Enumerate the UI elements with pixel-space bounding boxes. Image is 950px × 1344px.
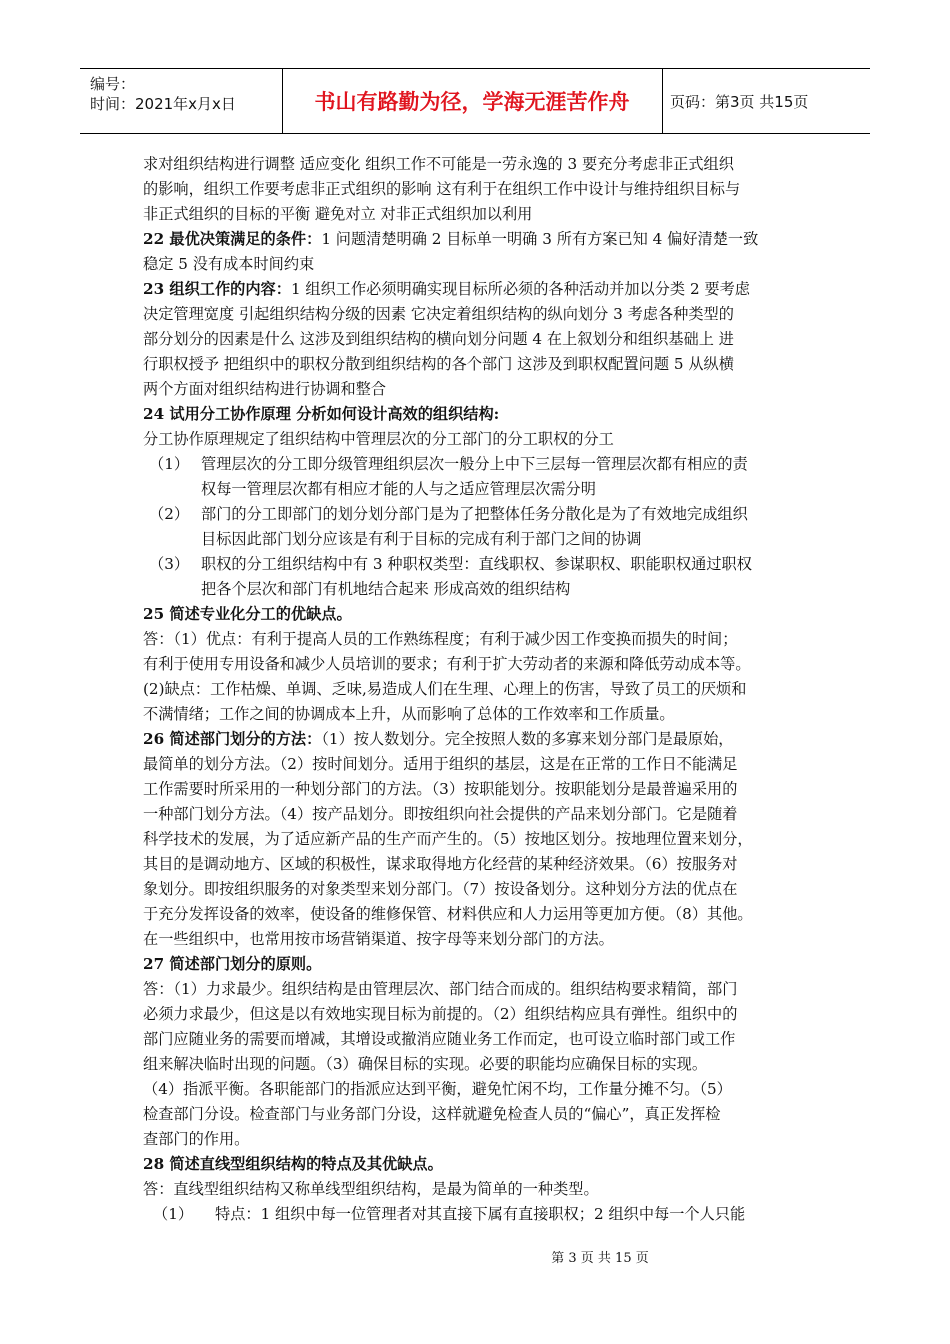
header-page-number: 页码：第3页 共15页 [670, 92, 809, 111]
text-line: 最简单的划分方法。（2）按时间划分。适用于组织的基层，这是在正常的工作日不能满足 [143, 755, 738, 773]
text-line: 不满情绪；工作之间的协调成本上升，从而影响了总体的工作效率和工作质量。 [143, 705, 675, 723]
list-item-text: 部门的分工即部门的划分划分部门是为了把整体任务分散化是为了有效地完成组织 [201, 505, 748, 523]
list-item-text: 特点：1 组织中每一位管理者对其直接下属有直接职权；2 组织中每一个人只能 [215, 1205, 746, 1223]
text-line: 在一些组织中，也常用按市场营销渠道、按字母等来划分部门的方法。 [143, 930, 614, 948]
text-line: 部门应随业务的需要而增减，其增设或撤消应随业务工作而定，也可设立临时部门或工作 [143, 1030, 736, 1048]
section-heading: 22 最优决策满足的条件： [143, 230, 322, 248]
list-item [143, 1202, 823, 1227]
section-text: 1 组织工作必须明确实现目标所必须的各种活动并加以分类 2 要考虑 [290, 280, 750, 298]
section-heading: 25 简述专业化分工的优缺点。 [143, 605, 352, 623]
text-line: 其目的是调动地方、区域的积极性，谋求取得地方化经营的某种经济效果。（6）按服务对 [143, 855, 738, 873]
section-23 [143, 277, 823, 302]
header-motto: 书山有路勤为径，学海无涯苦作舟 [282, 69, 663, 133]
list-item-number: （1） [149, 455, 190, 473]
list-item-continuation: 把各个层次和部门有机地结合起来 形成高效的组织结构 [201, 580, 571, 598]
list-item [143, 502, 823, 527]
text-line: 非正式组织的目标的平衡 避免对立 对非正式组织加以利用 [143, 205, 533, 223]
page-header [80, 68, 870, 134]
section-heading: 28 简述直线型组织结构的特点及其优缺点。 [143, 1155, 443, 1173]
list-item-continuation: 目标因此部门划分应该是有利于目标的完成有利于部门之间的协调 [201, 530, 642, 548]
text-line: 的影响，组织工作要考虑非正式组织的影响 这有利于在组织工作中设计与维持组织目标与 [143, 180, 741, 198]
list-item-number: （3） [149, 555, 190, 573]
list-item-text: 管理层次的分工即分级管理组织层次一般分上中下三层每一管理层次都有相应的责 [201, 455, 748, 473]
text-line: 行职权授予 把组织中的职权分散到组织结构的各个部门 这涉及到职权配置问题 5 从纵横 [143, 355, 734, 373]
page-footer: 第 3 页 共 15 页 [551, 1251, 649, 1266]
text-line: 科学技术的发展，为了适应新产品的生产而产生的。（5）按地区划分。按地理位置来划分， [143, 830, 753, 848]
section-text: 1 问题清楚明确 2 目标单一明确 3 所有方案已知 4 偏好清楚一致 [321, 230, 759, 248]
section-text: （1）按人数划分。完全按照人数的多寡来划分部门是最原始， [321, 730, 734, 748]
text-line: 两个方面对组织结构进行协调和整合 [143, 380, 386, 398]
text-line: （4）指派平衡。各职能部门的指派应达到平衡，避免忙闲不均，工作量分摊不匀。（5） [143, 1080, 732, 1098]
text-line: 求对组织结构进行调整 适应变化 组织工作不可能是一劳永逸的 3 要充分考虑非正式组织 [143, 155, 734, 173]
text-line: 组来解决临时出现的问题。（3）确保目标的实现。必要的职能均应确保目标的实现。 [143, 1055, 708, 1073]
text-line: 答：（1）优点：有利于提高人员的工作熟练程度；有利于减少因工作变换而损失的时间； [143, 630, 738, 648]
section-heading: 27 简述部门划分的原则。 [143, 955, 322, 973]
header-meta-cell [80, 69, 283, 133]
text-line: 部分划分的因素是什么 这涉及到组织结构的横向划分问题 4 在上叙划分和组织基础上 进 [143, 330, 734, 348]
list-item-continuation: 权每一管理层次都有相应才能的人与之适应管理层次需分明 [201, 480, 596, 498]
text-line: 答：（1）力求最少。组织结构是由管理层次、部门结合而成的。组织结构要求精简，部门 [143, 980, 738, 998]
list-item [143, 452, 823, 477]
text-line: 分工协作原理规定了组织结构中管理层次的分工部门的分工职权的分工 [143, 430, 614, 448]
list-item [143, 552, 823, 577]
text-line: 有利于使用专用设备和减少人员培训的要求；有利于扩大劳动者的来源和降低劳动成本等。 [143, 655, 751, 673]
text-line: 象划分。即按组织服务的对象类型来划分部门。（7）按设备划分。这种划分方法的优点在 [143, 880, 738, 898]
text-line: 决定管理宽度 引起组织结构分级的因素 它决定着组织结构的纵向划分 3 考虑各种类型的 [143, 305, 734, 323]
document-date-label: 时间：2021年x月x日 [90, 95, 236, 113]
text-line: 答：直线型组织结构又称单线型组织结构，是最为简单的一种类型。 [143, 1180, 599, 1198]
section-heading: 23 组织工作的内容： [143, 280, 291, 298]
text-line: 一种部门划分方法。（4）按产品划分。即按组织向社会提供的产品来划分部门。它是随着 [143, 805, 738, 823]
section-heading: 26 简述部门划分的方法： [143, 730, 322, 748]
text-line: 稳定 5 没有成本时间约束 [143, 255, 315, 273]
section-22 [143, 227, 823, 252]
document-body [143, 152, 823, 1227]
list-item-text: 职权的分工组织结构中有 3 种职权类型：直线职权、参谋职权、职能职权通过职权 [201, 555, 752, 573]
text-line: 于充分发挥设备的效率，使设备的维修保管、材料供应和人力运用等更加方便。（8）其他。 [143, 905, 753, 923]
section-heading: 24 试用分工协作原理 分析如何设计高效的组织结构: [143, 405, 500, 423]
text-line: 查部门的作用。 [143, 1130, 250, 1148]
text-line: (2)缺点：工作枯燥、单调、乏味,易造成人们在生理、心理上的伤害，导致了员工的厌烦和 [143, 680, 747, 698]
text-line: 工作需要时所采用的一种划分部门的方法。（3）按职能划分。按职能划分是最普遍采用的 [143, 780, 738, 798]
text-line: 检查部门分设。检查部门与业务部门分设，这样就避免检查人员的“偏心”，真正发挥检 [143, 1105, 721, 1123]
section-26 [143, 727, 823, 752]
list-item-number: （1） [153, 1205, 194, 1223]
text-line: 必须力求最少，但这是以有效地实现目标为前提的。（2）组织结构应具有弹性。组织中的 [143, 1005, 738, 1023]
document-number-label: 编号： [90, 75, 136, 93]
list-item-number: （2） [149, 505, 190, 523]
